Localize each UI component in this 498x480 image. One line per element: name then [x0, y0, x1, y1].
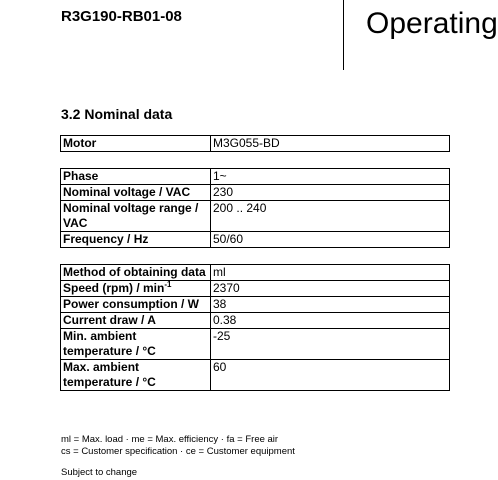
row-key: Phase: [61, 169, 211, 185]
table-row: [61, 136, 450, 152]
row-value: 1~: [211, 169, 450, 185]
motor-table: [60, 135, 450, 152]
table-row: [61, 232, 450, 248]
row-value: 230: [211, 185, 450, 201]
header-divider: [343, 0, 344, 70]
row-value: ml: [211, 265, 450, 281]
row-value: 38: [211, 297, 450, 313]
row-key-text: Speed (rpm) / min: [63, 281, 165, 295]
row-value: 60: [211, 360, 450, 391]
table-row: [61, 313, 450, 329]
electrical-table: [60, 168, 450, 248]
row-key: Current draw / A: [61, 313, 211, 329]
performance-table: [60, 264, 450, 391]
row-key: Nominal voltage / VAC: [61, 185, 211, 201]
row-key: Max. ambient temperature / °C: [61, 360, 211, 391]
table-row: [61, 297, 450, 313]
document-id: R3G190-RB01-08: [61, 8, 182, 25]
document-title: Operating: [366, 7, 498, 40]
row-key: Power consumption / W: [61, 297, 211, 313]
section-title: 3.2 Nominal data: [61, 106, 173, 122]
row-key: [61, 281, 211, 297]
row-value: 0.38: [211, 313, 450, 329]
legend-note-customer: cs = Customer specification · ce = Customer equipment: [61, 446, 295, 457]
table-row: [61, 169, 450, 185]
row-value: M3G055-BD: [211, 136, 450, 152]
table-row: [61, 329, 450, 360]
table-row: [61, 185, 450, 201]
table-row: [61, 265, 450, 281]
row-key: Method of obtaining data: [61, 265, 211, 281]
row-key: Frequency / Hz: [61, 232, 211, 248]
table-row: [61, 201, 450, 232]
row-value: -25: [211, 329, 450, 360]
row-key: Motor: [61, 136, 211, 152]
subject-to-change-note: Subject to change: [61, 467, 138, 478]
row-value: 50/60: [211, 232, 450, 248]
row-key: Nominal voltage range / VAC: [61, 201, 211, 232]
row-value: 2370: [211, 281, 450, 297]
legend-note-abbreviations: ml = Max. load · me = Max. efficiency · fa = Free air: [61, 434, 279, 445]
table-row: [61, 360, 450, 391]
table-row: [61, 281, 450, 297]
row-key: Min. ambient temperature / °C: [61, 329, 211, 360]
row-value: 200 .. 240: [211, 201, 450, 232]
row-key-superscript: -1: [164, 280, 172, 289]
